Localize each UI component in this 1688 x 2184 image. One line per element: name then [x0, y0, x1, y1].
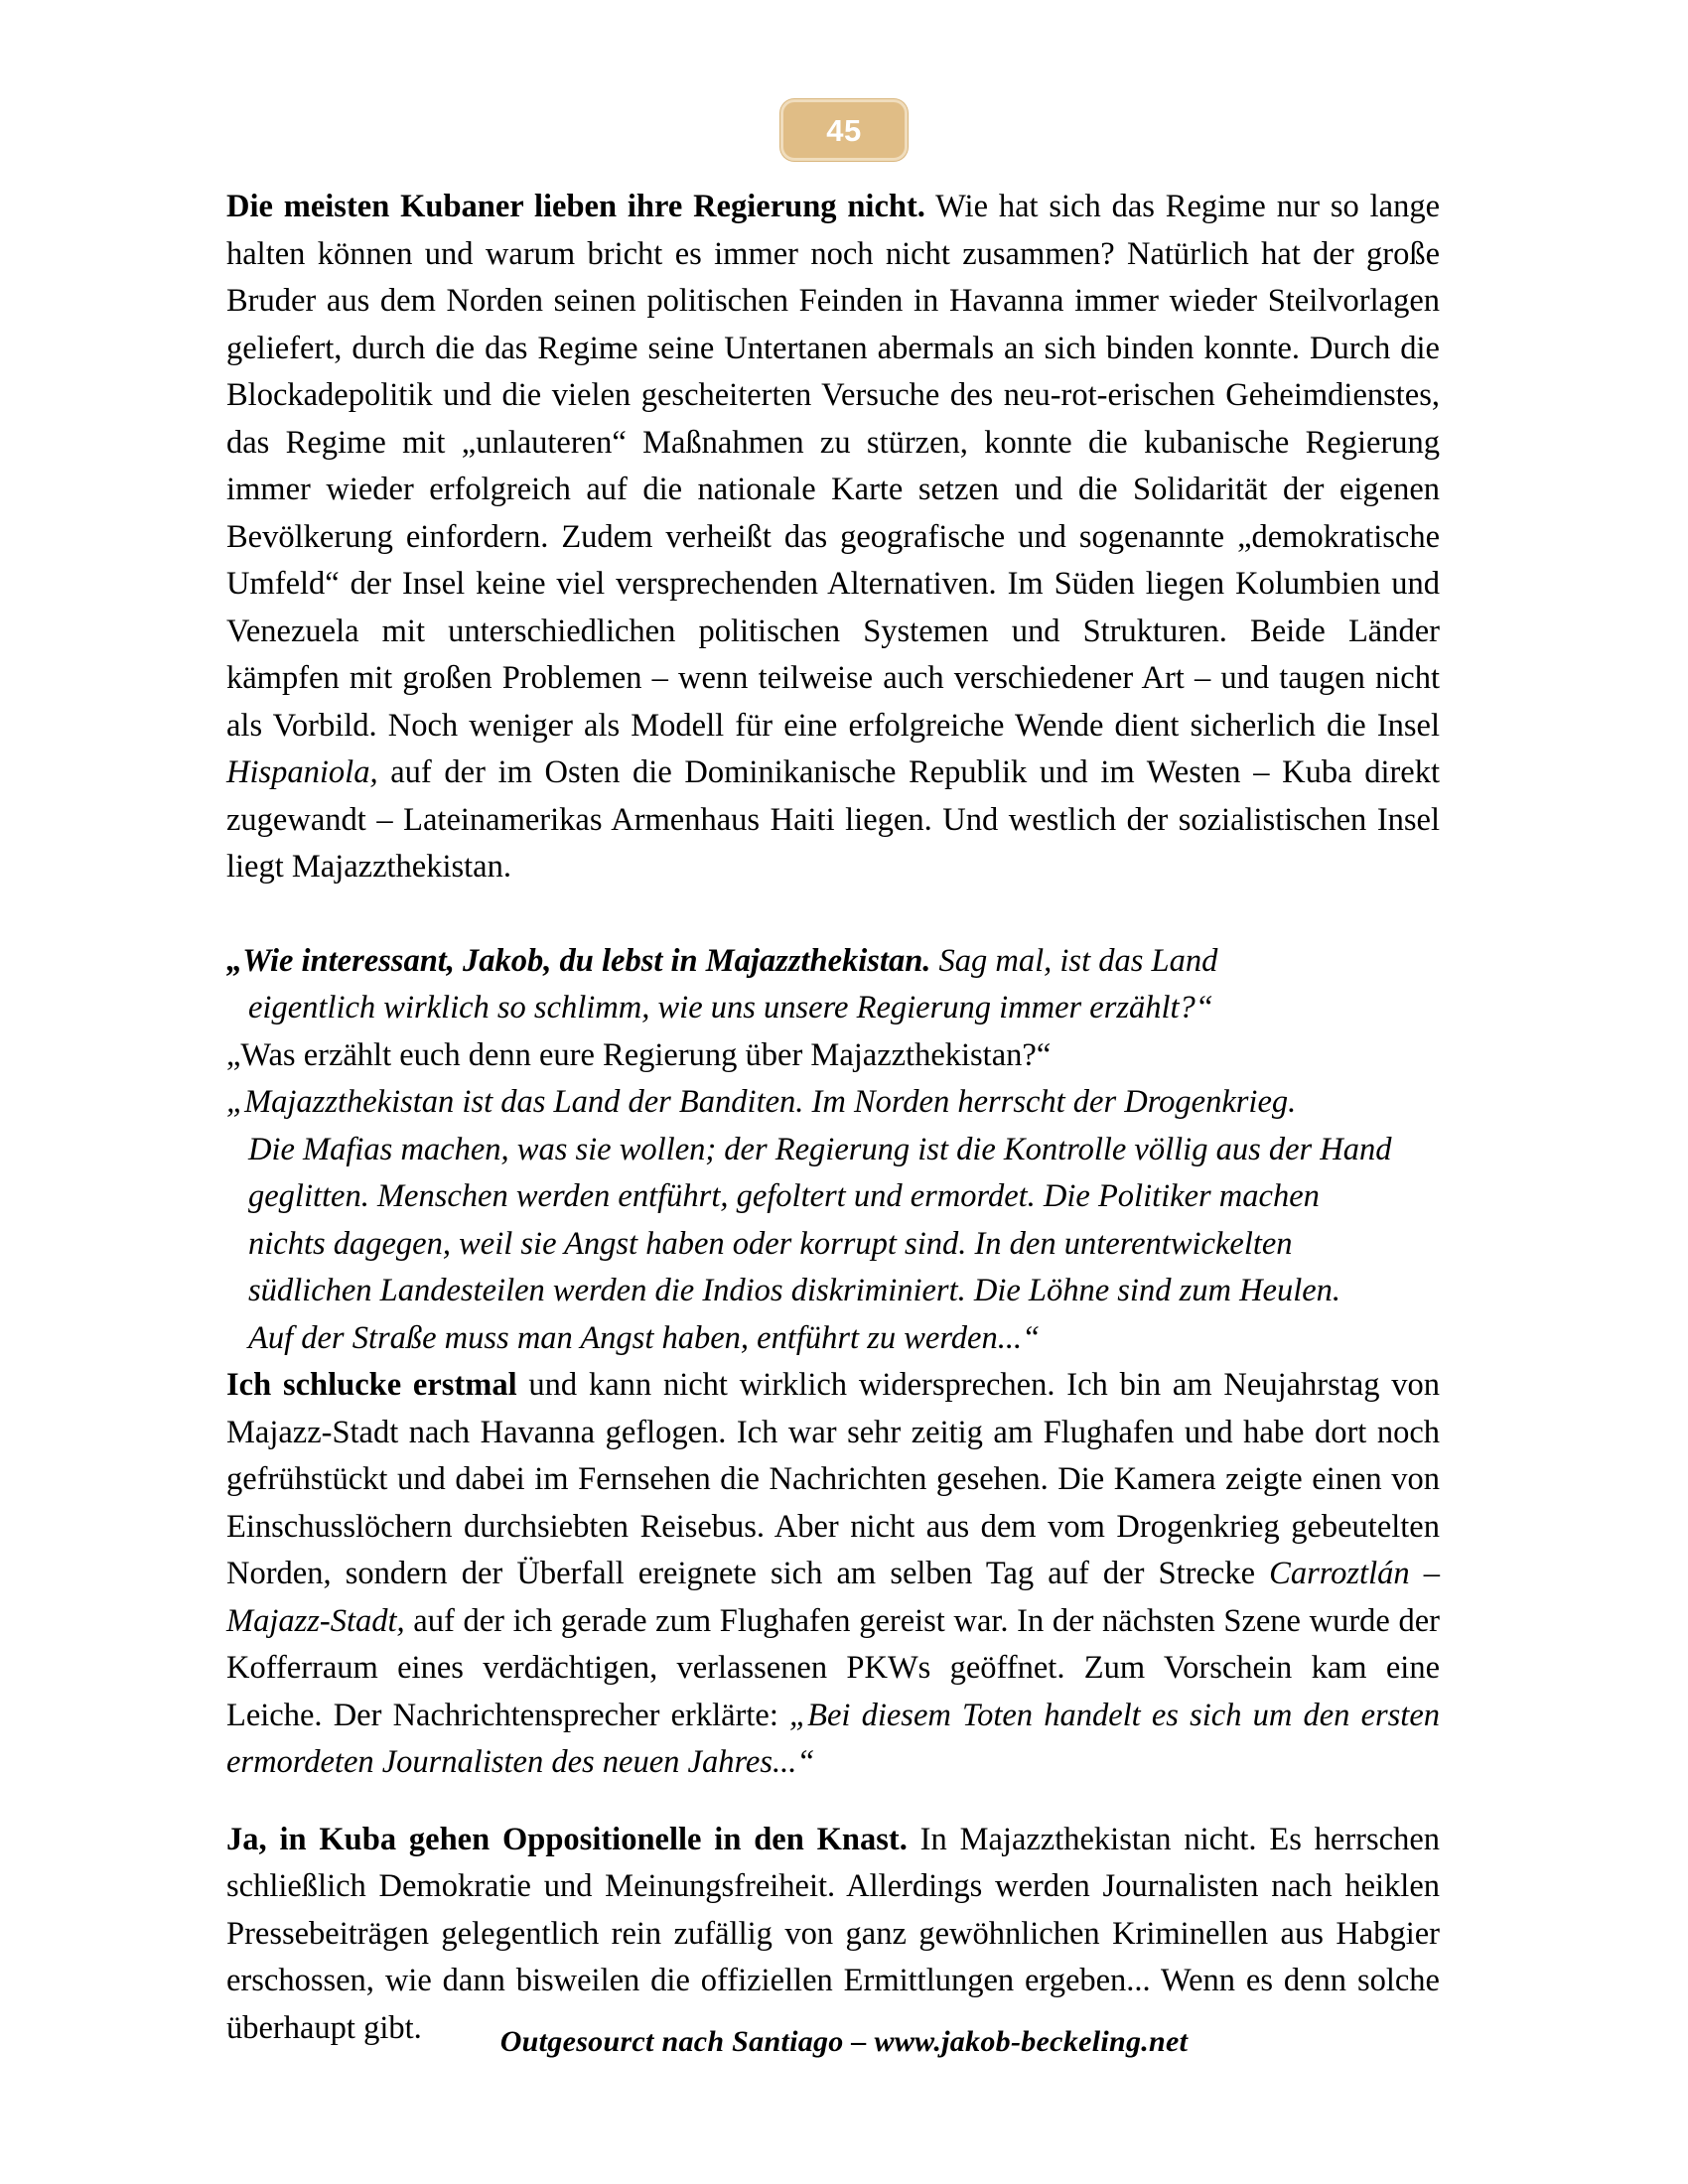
dialogue-line-2: [226, 985, 1440, 1032]
page-number-container: [0, 99, 1688, 161]
dialogue-line-7: [226, 1221, 1440, 1269]
dialogue-line-5-text: Die Mafias machen, was sie wollen; der Regierung ist die Kontrolle völlig aus der Hand: [248, 1131, 1392, 1167]
dialogue-line-3-text: „Was erzählt euch denn eure Regierung über Majazzthekistan?“: [226, 1036, 1052, 1073]
dialogue-line-9-text: Auf der Straße muss man Angst haben, entführt zu werden...“: [248, 1319, 1041, 1356]
page-number-badge: [780, 99, 908, 161]
paragraph-3-italic-quote: „Bei diesem Toten handelt es sich um den ersten ermordeten Journalisten des neuen Jahres...“: [226, 1697, 1441, 1780]
paragraph-3-text-a: und kann nicht wirklich widersprechen. Ich bin am Neujahrstag von Majazz-Stadt nach Havanna geflogen. Ich war sehr zeitig am Flughafen und habe dort noch gefrühstückt und dabei im Fernsehen die Nachrichten gesehen. Die Kamera zeigte einen von Einschusslöchern durchsiebten Reisebus. Aber nicht aus dem vom Drogenkrieg gebeutelten Norden, sondern der Überfall ereignete sich am selben Tag auf der Strecke: [226, 1367, 1440, 1591]
dialogue-line-8: [226, 1268, 1440, 1315]
dialogue-line-6-text: geglitten. Menschen werden entführt, gefoltert und ermordet. Die Politiker machen: [248, 1178, 1320, 1214]
paragraph-4-lead: Ja, in Kuba gehen Oppositionelle in den Knast.: [226, 1821, 908, 1857]
dialogue-line-1: [226, 938, 1440, 986]
dialogue-line-5: [226, 1127, 1440, 1174]
dialogue-line-7-text: nichts dagegen, weil sie Angst haben oder korrupt sind. In den unterentwickelten: [248, 1225, 1293, 1262]
dialogue-line-8-text: südlichen Landesteilen werden die Indios diskriminiert. Die Löhne sind zum Heulen.: [248, 1273, 1341, 1308]
dialogue-line-4: [226, 1079, 1440, 1127]
paragraph-1-lead: Die meisten Kubaner lieben ihre Regierung nicht.: [226, 189, 925, 224]
dialogue-block: [226, 938, 1440, 1363]
paragraph-1-text-a: Wie hat sich das Regime nur so lange halten können und warum bricht es immer noch nicht zusammen? Natürlich hat der große Bruder aus dem Norden seinen politischen Feinden in Havanna immer wieder Steilvorlagen geliefert, durch die das Regime seine Untertanen abermals an sich binden konnte. Durch die Blockadepolitik und die vielen gescheiterten Versuche des neu-rot-erischen Geheimdienstes, das Regime mit „unlauteren“ Maßnahmen zu stürzen, konnte die kubanische Regierung immer wieder erfolgreich auf die nationale Karte setzen und die Solidarität der eigenen Bevölkerung einfordern. Zudem verheißt das geografische und sogenannte „demokratische Umfeld“ der Insel keine viel versprechenden Alternativen. Im Süden liegen Kolumbien und Venezuela mit unterschiedlichen politischen Systemen und Strukturen. Beide Länder kämpfen mit großen Problemen – wenn teilweise auch verschiedener Art – und taugen nicht als Vorbild. Noch weniger als Modell für eine erfolgreiche Wende dient sicherlich die Insel: [226, 189, 1440, 744]
dialogue-line-9: [226, 1315, 1440, 1363]
paragraph-3: [226, 1362, 1440, 1787]
page-number-text: 45: [826, 112, 862, 148]
dialogue-line-1-italic: Sag mal, ist das Land: [930, 942, 1218, 979]
paragraph-3-lead: Ich schlucke erstmal: [226, 1367, 517, 1403]
paragraph-4-text: In Majazzthekistan nicht. Es herrschen schließlich Demokratie und Meinungsfreiheit. Allerdings werden Journalisten nach heiklen Pressebeiträgen gelegentlich rein zufällig von ganz gewöhnlichen Kriminellen aus Habgier erschossen, wie dann bisweilen die offiziellen Ermittlungen ergeben... Wenn es denn solche überhaupt gibt.: [226, 1821, 1440, 2046]
paragraph-3-text-b: auf der ich gerade zum Flughafen gereist war. In der nächsten Szene wurde der Kofferraum eines verdächtigen, verlassenen PKWs geöffnet. Zum Vorschein kam eine Leiche. Der Nachrichtensprecher erklärte:: [226, 1602, 1440, 1733]
paragraph-1-italic-hispaniola: Hispaniola,: [226, 754, 378, 790]
dialogue-line-6: [226, 1173, 1440, 1221]
dialogue-line-2-text: eigentlich wirklich so schlimm, wie uns unsere Regierung immer erzählt?“: [248, 990, 1213, 1025]
dialogue-line-3: [226, 1032, 1440, 1080]
page-footer: Outgesourct nach Santiago – www.jakob-beckeling.net: [499, 2025, 1189, 2058]
paragraph-1-text-b: auf der im Osten die Dominikanische Republik und im Westen – Kuba direkt zugewandt – Lateinamerikas Armenhaus Haiti liegen. Und westlich der sozialistischen Insel liegt Majazzthekistan.: [226, 754, 1440, 885]
paragraph-3-italic-route: Carroztlán – Majazz-Stadt,: [226, 1556, 1440, 1639]
paragraph-1: [226, 184, 1440, 891]
text-column: [226, 184, 1440, 2052]
paragraph-4: [226, 1817, 1440, 2053]
dialogue-line-1-bold-italic: „Wie interessant, Jakob, du lebst in Majazzthekistan.: [226, 942, 931, 979]
dialogue-line-4-text: „Majazzthekistan ist das Land der Banditen. Im Norden herrscht der Drogenkrieg.: [226, 1084, 1297, 1120]
